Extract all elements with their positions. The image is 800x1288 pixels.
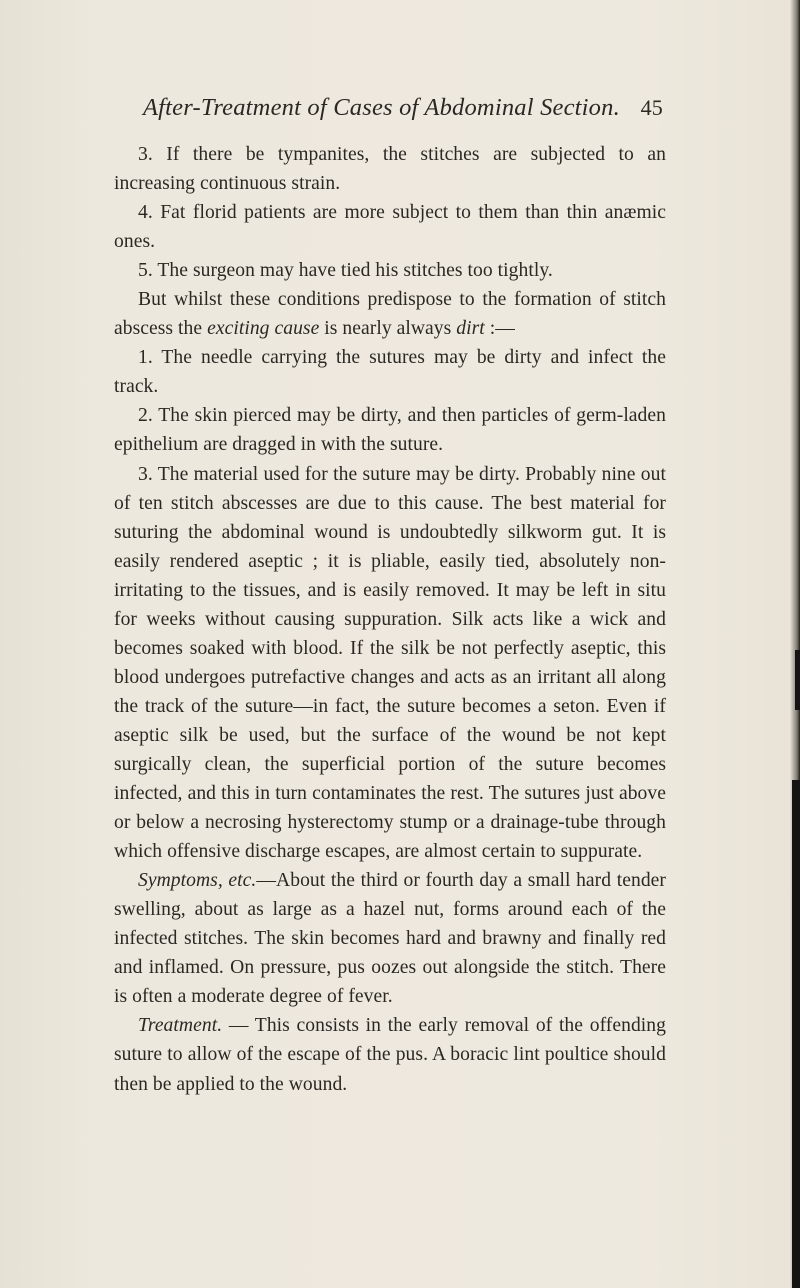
paragraph-item-2-skin: 2. The skin pierced may be dirty, and then particles of germ-laden epithelium are dragged in with the suture. [114, 405, 666, 456]
text-span: — This consists in the early removal of the offending suture to allow of the escape of the pus. A boracic lint poultice should then be applied to the wound. [114, 1015, 666, 1095]
paragraph-item-5-tight-stitches: 5. The surgeon may have tied his stitches too tightly. [138, 260, 553, 282]
text-span: :— [484, 318, 515, 340]
page-edge-mark [792, 780, 800, 1288]
page-number: 45 [640, 95, 663, 120]
heading-symptoms: Symptoms, etc. [138, 870, 257, 892]
page-edge-mark [795, 650, 800, 710]
paragraph-treatment [114, 1011, 666, 1098]
paragraph-item-3-tympanites: 3. If there be tympanites, the stitches are subjected to an increasing continuous strain. [114, 144, 666, 195]
paragraph-exciting-cause [114, 285, 666, 343]
paragraph-item-3-material: 3. The material used for the suture may be dirty. Probably nine out of ten stitch abscesses are due to this cause. The best material for suturing the abdominal wound is undoubtedly silkworm gut. It is easily rendered aseptic ; it is pliable, easily tied, absolutely non-irritating to the tissues, and is easily removed. It may be left in situ for weeks without causing suppuration. Silk acts like a wick and becomes soaked with blood. If the silk be not perfectly aseptic, this blood undergoes putrefactive changes and acts as an irritant all along the track of the suture—in fact, the suture becomes a seton. Even if aseptic silk be used, but the surface of the wound be not kept surgically clean, the superficial portion of the suture becomes infected, and this in turn contaminates the rest. The sutures just above or below a necrosing hysterectomy stump or a drainage-tube through which offensive discharge escapes, are almost certain to suppurate. [114, 463, 666, 863]
running-title: After-Treatment of Cases of Abdominal Section. [143, 94, 620, 121]
heading-treatment: Treatment. [138, 1015, 223, 1037]
running-header [143, 94, 663, 122]
text-span: —About the third or fourth day a small hard tender swelling, about as large as a hazel nut, forms around each of the infected stitches. The skin becomes hard and brawny and finally red and inflamed. On pressure, pus oozes out alongside the stitch. There is often a moderate degree of fever. [114, 870, 666, 1008]
text-span: is nearly always [319, 318, 457, 340]
paragraph-item-4-fat-patients: 4. Fat florid patients are more subject to them than thin anæmic ones. [114, 202, 666, 253]
body-text [114, 140, 666, 1099]
emphasis-exciting-cause: exciting cause [207, 318, 320, 340]
paragraph-symptoms [114, 866, 666, 1011]
emphasis-dirt: dirt [456, 318, 485, 340]
paragraph-item-1-needle: 1. The needle carrying the sutures may be dirty and infect the track. [114, 347, 666, 398]
text-span: But whilst these conditions predispose to the formation of stitch abscess the [114, 289, 666, 340]
